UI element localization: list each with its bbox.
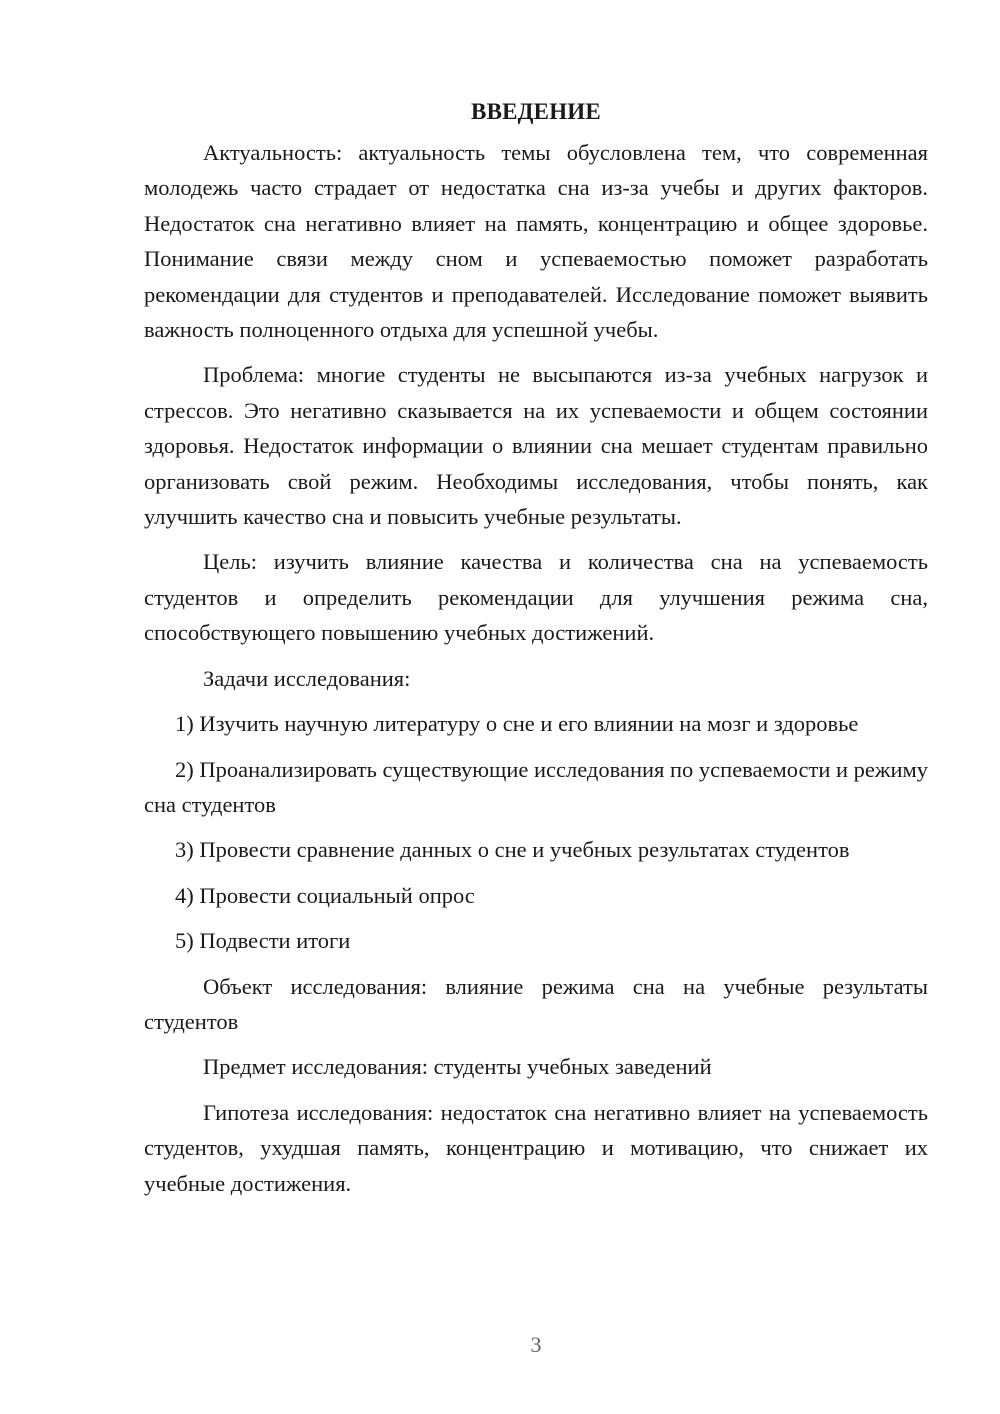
page-number: 3	[530, 1332, 542, 1357]
hypothesis-paragraph: Гипотеза исследования: недостаток сна негативно влияет на успеваемость студентов, ухудшая память, концентрацию и мотивацию, что снижает их учебные достижения.	[144, 1099, 928, 1196]
task-item-4: 4) Провести социальный опрос	[175, 882, 475, 908]
page-title: ВВЕДЕНИЕ	[471, 99, 601, 124]
object-paragraph: Объект исследования: влияние режима сна на учебные результаты студентов	[144, 973, 928, 1034]
task-item-3: 3) Провести сравнение данных о сне и учебных результатах студентов	[175, 837, 850, 863]
goal-paragraph: Цель: изучить влияние качества и количества сна на успеваемость студентов и определить рекомендации для улучшения режима сна, способствующего повышению учебных достижений.	[144, 549, 928, 646]
task-item-5: 5) Подвести итоги	[175, 928, 351, 954]
problem-paragraph: Проблема: многие студенты не высыпаются из-за учебных нагрузок и стрессов. Это негативно сказывается на их успеваемости и общем состоянии здоровья. Недостаток информации о влиянии сна мешает студентам правильно организовать свой режим. Необходимы исследования, чтобы понять, как улучшить качество сна и повысить учебные результаты.	[144, 362, 928, 530]
tasks-heading: Задачи исследования:	[203, 665, 411, 691]
task-item-2: 2) Проанализировать существующие исследования по успеваемости и режиму сна студентов	[144, 756, 928, 817]
tasks-list	[144, 706, 928, 958]
subject-paragraph: Предмет исследования: студенты учебных заведений	[203, 1054, 712, 1080]
relevance-paragraph: Актуальность: актуальность темы обусловлена тем, что современная молодежь часто страдает от недостатка сна из-за учебы и других факторов. Недостаток сна негативно влияет на память, концентрацию и общее здоровье. Понимание связи между сном и успеваемостью поможет разработать рекомендации для студентов и преподавателей. Исследование поможет выявить важность полноценного отдыха для успешной учебы.	[144, 140, 928, 343]
task-item-1: 1) Изучить научную литературу о сне и его влиянии на мозг и здоровье	[175, 711, 859, 737]
document-page	[144, 94, 928, 1211]
